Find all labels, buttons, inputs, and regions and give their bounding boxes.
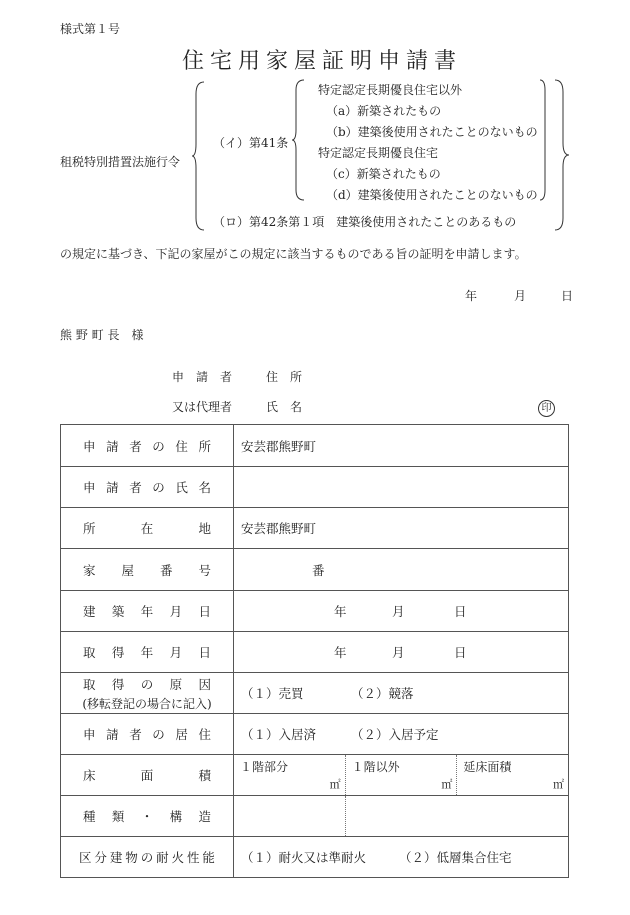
row-acquisition-cause [61, 673, 569, 714]
row-applicant-name [61, 467, 569, 508]
right-brace-inner [540, 80, 552, 200]
applicant-role: 申 請 者 [172, 370, 233, 384]
agent-role: 又は代理者 [172, 400, 233, 414]
value-location[interactable]: 安芸郡熊野町 [234, 508, 569, 549]
row-applicant-address [61, 425, 569, 467]
row-type-structure [61, 796, 569, 837]
option-auction[interactable]: （２）競落 [351, 686, 414, 701]
left-brace-inner [292, 80, 306, 200]
category-2-d: （d）建築後使用されたことのないもの [326, 188, 538, 202]
date-month: 月 [514, 289, 527, 303]
applicant-name-label: 氏 名 [266, 400, 303, 414]
value-fire-resistance[interactable] [234, 837, 569, 878]
label-type-structure: 種 類 ・ 構 造 [61, 796, 234, 837]
page-title: 住宅用家屋証明申請書 [182, 49, 463, 74]
value-built-date[interactable]: 年 月 日 [234, 591, 569, 632]
category-1-a: （a）新築されたもの [326, 104, 442, 118]
row-location [61, 508, 569, 549]
category-1-b: （b）建築後使用されたことのないもの [326, 125, 538, 139]
value-applicant-name[interactable] [234, 467, 569, 508]
category-1: 特定認定長期優良住宅以外 [318, 83, 463, 97]
label-applicant-address: 申 請 者 の 住 所 [61, 425, 234, 467]
right-brace-outer [555, 80, 571, 230]
option-low-rise[interactable]: （２）低層集合住宅 [399, 850, 512, 865]
value-applicant-address[interactable]: 安芸郡熊野町 [234, 425, 569, 467]
article-42: （ロ）第42条第１項 建築後使用されたことのあるもの [213, 215, 517, 229]
label-acquired-date: 取 得 年 月 日 [61, 632, 234, 673]
label-fire-resistance: 区 分 建 物 の 耐 火 性 能 [61, 837, 234, 878]
label-applicant-name: 申 請 者 の 氏 名 [61, 467, 234, 508]
row-acquired-date [61, 632, 569, 673]
floor-area-first[interactable]: １階部分 ㎡ [240, 760, 341, 791]
floor-area-total[interactable]: 延床面積 ㎡ [456, 755, 568, 795]
value-type-structure [234, 796, 569, 837]
date-day: 日 [561, 289, 574, 303]
left-brace-outer [192, 82, 206, 230]
type-field[interactable] [234, 796, 345, 836]
value-acquired-date[interactable]: 年 月 日 [234, 632, 569, 673]
option-moved-in[interactable]: （１）入居済 [241, 727, 317, 742]
article-41: （イ）第41条 [213, 136, 289, 150]
row-built-date [61, 591, 569, 632]
addressee: 熊 野 町 長 様 [60, 328, 144, 342]
row-residence [61, 714, 569, 755]
date-year: 年 [465, 289, 478, 303]
label-floor-area: 床 面 積 [61, 755, 234, 796]
value-acquisition-cause[interactable] [234, 673, 569, 714]
option-fireproof[interactable]: （１）耐火又は準耐火 [241, 850, 367, 865]
label-location: 所 在 地 [61, 508, 234, 549]
seal-mark: 印 [538, 396, 555, 417]
structure-field[interactable] [345, 796, 568, 836]
form-number: 様式第１号 [60, 22, 121, 36]
application-table [60, 424, 569, 878]
row-floor-area [61, 755, 569, 796]
value-residence[interactable] [234, 714, 569, 755]
category-2: 特定認定長期優良住宅 [318, 146, 439, 160]
label-house-number: 家 屋 番 号 [61, 549, 234, 591]
value-house-number[interactable]: 番 [234, 549, 569, 591]
ordinance-name: 租税特別措置法施行令 [60, 155, 181, 169]
applicant-address-label: 住 所 [266, 370, 303, 384]
label-acquisition-cause: 取 得 の 原 因 (移転登記の場合に記入) [61, 673, 234, 714]
option-planned[interactable]: （２）入居予定 [351, 727, 439, 742]
option-purchase[interactable]: （１）売買 [241, 686, 304, 701]
statement: の規定に基づき、下記の家屋がこの規定に該当するものである旨の証明を申請します。 [60, 247, 527, 261]
label-residence: 申 請 者 の 居 住 [61, 714, 234, 755]
floor-area-other[interactable]: １階以外 ㎡ [345, 755, 457, 795]
row-house-number [61, 549, 569, 591]
category-2-c: （c）新築されたもの [326, 167, 441, 181]
label-built-date: 建 築 年 月 日 [61, 591, 234, 632]
row-fire-resistance [61, 837, 569, 878]
value-floor-area [234, 755, 569, 796]
